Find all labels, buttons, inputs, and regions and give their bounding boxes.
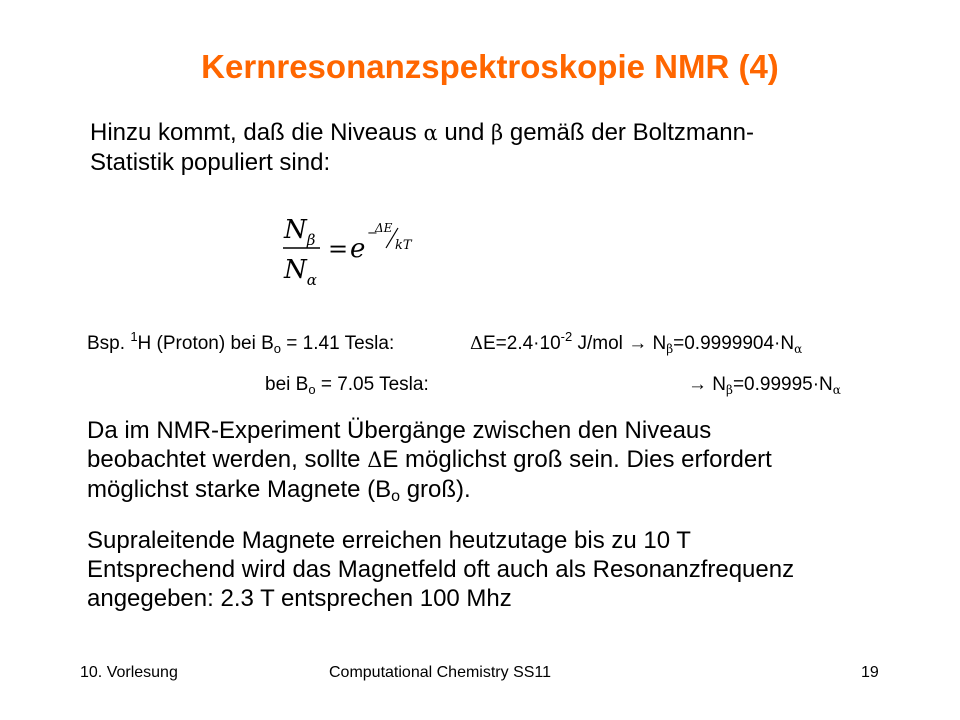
formula-base: e (350, 234, 366, 264)
example-line-2-ratio: → $N_\beta=0.99995\cdot N_\alpha$ (688, 374, 841, 397)
intro-line-1: Hinzu kommt, daß die Niveaus α und β gemäß der Boltzmann- (90, 119, 754, 146)
formula-numerator: $N_\beta$ (284, 215, 316, 249)
slide-title: Kernresonanzspektroskopie NMR (4) (201, 48, 779, 85)
formula-delta-e: ΔE (375, 221, 393, 235)
example-line-1-energy: $\Delta E=2.4\cdot 10^{-2}$ $J/mol \to N_\beta=0.9999904\cdot N_\alpha$ (470, 329, 803, 356)
intro-text (90, 118, 890, 178)
footer-page-number: 19 (861, 664, 879, 681)
paragraph-superconducting: Supraleitende Magnete erreichen heutzutage bis zu 10 T Entsprechend wird das Magnetfeld oft auch als Resonanzfrequenz angegeben: 2.3 T entsprechen 100 Mhz (87, 527, 795, 612)
footer-course: Computational Chemistry SS11 (329, 664, 552, 681)
intro-line-2: Statistik populiert sind: (90, 149, 331, 176)
formula-denominator: $N_\alpha$ (284, 255, 317, 289)
boltzmann-formula (280, 206, 440, 290)
formula-minus: − (367, 226, 378, 241)
beta-symbol: β (491, 121, 504, 145)
paragraph-magnets: Da im NMR-Experiment Übergänge zwischen den Niveaus beobachtet werden, sollte ΔE möglichst groß sein. Dies erfordert möglichst starke Magnete ($B_o$ groß). (87, 417, 772, 505)
example-line-2: bei $B_o = 7.05$ Tesla: (265, 374, 429, 397)
alpha-symbol: α (423, 121, 438, 145)
formula-kt: kT (395, 238, 412, 253)
formula-equals: = (328, 235, 349, 263)
footer-lecture: 10. Vorlesung (80, 664, 178, 681)
example-line-1: Bsp. $^1$H (Proton) bei $B_o = 1.41$ Tesla: (87, 329, 395, 356)
